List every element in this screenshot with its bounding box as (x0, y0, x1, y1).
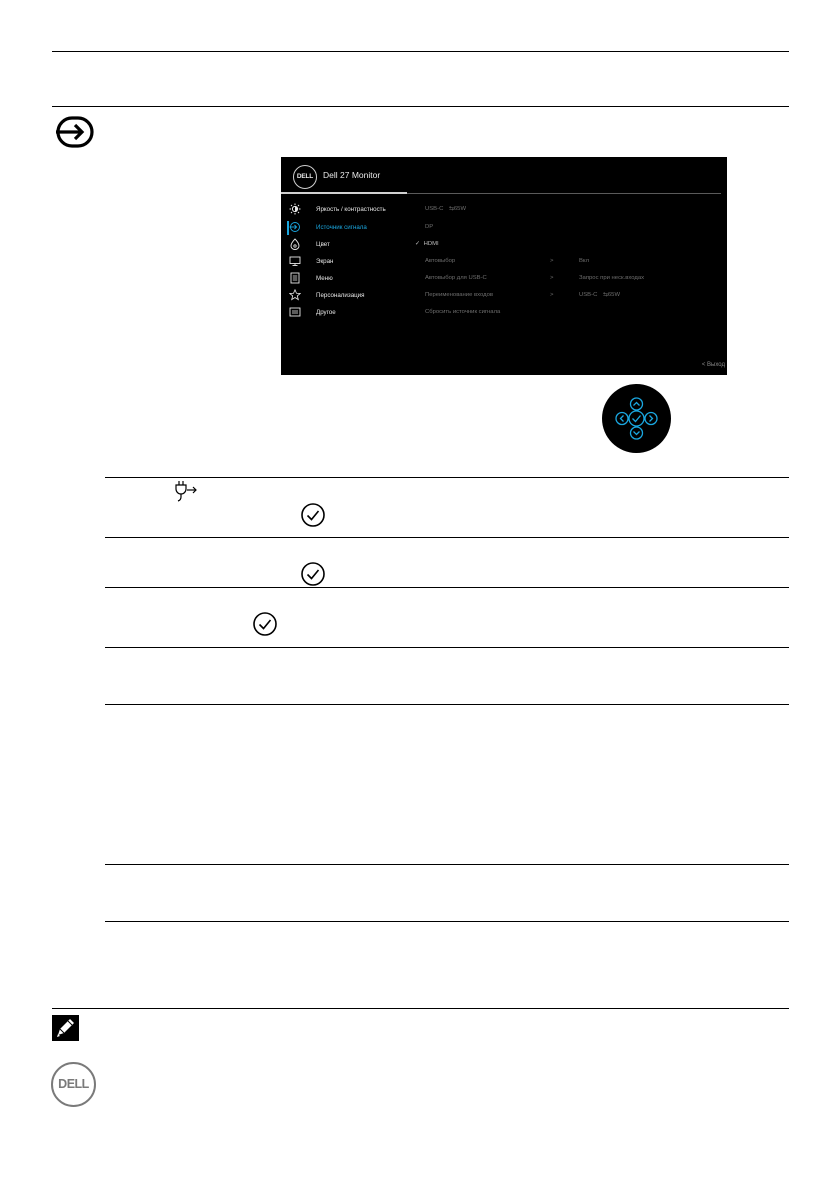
osd-option-arrow: > (550, 275, 554, 281)
others-icon (289, 306, 301, 318)
osd-option-value-text: USB-C (579, 292, 598, 298)
osd-option-value (579, 292, 620, 298)
osd-menu-label: Источник сигнала (316, 224, 367, 231)
osd-option-label: Переименование входов (425, 292, 494, 298)
osd-option-label: Сбросить источник сигнала (425, 309, 501, 315)
osd-option-arrow: > (550, 292, 554, 298)
osd-option-hdmi[interactable] (415, 241, 439, 247)
note-rule (52, 1008, 789, 1009)
osd-menu-item-others[interactable] (289, 306, 409, 318)
section-rule (52, 106, 789, 107)
osd-title: Dell 27 Monitor (323, 170, 381, 180)
color-icon (289, 238, 301, 250)
osd-menu-label: Экран (316, 258, 334, 265)
osd-option-arrow: > (550, 258, 554, 264)
osd-option-label: Автовыбор (425, 258, 456, 264)
dell-logo-icon (51, 1062, 96, 1107)
osd-option-label: DP (425, 224, 434, 230)
osd-option-label: HDMI (423, 241, 439, 247)
menu-icon (289, 272, 301, 284)
display-icon (289, 255, 301, 267)
table-rule (105, 537, 789, 538)
osd-menu-item-brightness[interactable] (289, 203, 409, 215)
star-icon (289, 289, 301, 301)
osd-menu-item-color[interactable] (289, 238, 409, 250)
note-pencil-icon (52, 1015, 79, 1041)
page-top-rule (52, 51, 789, 52)
osd-menu-label: Другое (316, 309, 336, 316)
osd-option-suffix: 65W (453, 206, 467, 212)
table-rule (105, 921, 789, 922)
joystick-icon (602, 384, 671, 453)
osd-screenshot (281, 157, 727, 375)
osd-dell-logo: DELL (293, 165, 317, 189)
check-circle-icon (252, 611, 278, 637)
osd-option-auto-select-usb-c[interactable] (425, 275, 487, 281)
usb-c-power-icon: ⇆ (448, 206, 454, 212)
osd-menu-item-input-source[interactable] (289, 221, 409, 233)
checkmark-icon: ✓ (415, 241, 420, 247)
osd-menu-label: Яркость / контрастность (316, 206, 386, 213)
osd-menu-item-menu[interactable] (289, 272, 409, 284)
osd-option-reset-input[interactable] (425, 309, 500, 315)
input-source-icon (289, 221, 301, 233)
table-rule (105, 647, 789, 648)
brightness-icon (289, 203, 301, 215)
osd-option-auto-select[interactable] (425, 258, 455, 264)
check-circle-icon (300, 502, 326, 528)
osd-option-value: Запрос при неск.входах (579, 275, 645, 281)
input-source-icon (55, 115, 95, 149)
osd-option-value: Вкл (579, 258, 590, 264)
osd-menu-label: Персонализация (316, 292, 365, 299)
table-rule (105, 477, 789, 478)
osd-header-rule-highlight (281, 192, 407, 194)
usb-c-power-icon: ⇆ (602, 292, 608, 298)
table-rule (105, 704, 789, 705)
dell-logo-text: DELL (58, 1077, 89, 1091)
osd-menu-label: Цвет (316, 241, 330, 248)
osd-exit[interactable]: < Выход (701, 362, 725, 368)
osd-menu-item-personalize[interactable] (289, 289, 409, 301)
osd-option-rename-inputs[interactable] (425, 292, 493, 298)
osd-menu-item-display[interactable] (289, 255, 409, 267)
osd-menu-label: Меню (316, 275, 333, 282)
osd-option-usb-c[interactable] (425, 206, 466, 212)
osd-option-label: USB-C (425, 206, 444, 212)
osd-option-dp[interactable] (425, 224, 433, 230)
osd-option-label: Автовыбор для USB-C (425, 275, 487, 281)
usb-c-power-icon (170, 480, 200, 504)
table-rule (105, 587, 789, 588)
table-rule (105, 864, 789, 865)
check-circle-icon (300, 561, 326, 587)
osd-option-suffix: 65W (607, 292, 621, 298)
